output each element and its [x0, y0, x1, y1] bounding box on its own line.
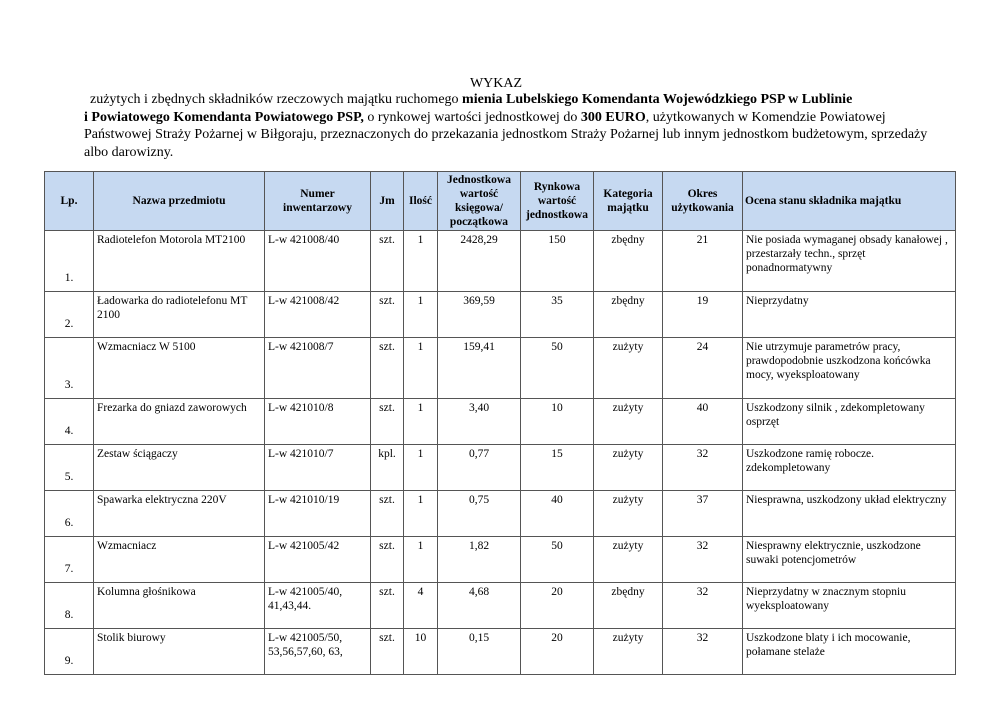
intro-text-2: o rynkowej wartości jednostkowej do: [363, 109, 581, 125]
table-row: [45, 231, 956, 292]
header-state-assessment: Ocena stanu składnika majątku: [743, 172, 956, 231]
cell-market-value: 20: [521, 629, 594, 675]
cell-inventory-number: L-w 421008/7: [265, 338, 371, 399]
cell-quantity: 1: [404, 399, 438, 445]
cell-category: zbędny: [594, 583, 663, 629]
cell-usage-period: 32: [663, 629, 743, 675]
cell-unit: szt.: [371, 583, 404, 629]
table-row: [45, 338, 956, 399]
cell-item-name: Radiotelefon Motorola MT2100: [94, 231, 265, 292]
cell-usage-period: 19: [663, 292, 743, 338]
header-lp: Lp.: [45, 172, 94, 231]
header-book-value: Jednostkowa wartość księgowa/ początkowa: [438, 172, 521, 231]
cell-usage-period: 21: [663, 231, 743, 292]
cell-unit: szt.: [371, 338, 404, 399]
cell-unit: szt.: [371, 292, 404, 338]
cell-unit: szt.: [371, 537, 404, 583]
cell-item-name: Frezarka do gniazd zaworowych: [94, 399, 265, 445]
cell-category: zużyty: [594, 399, 663, 445]
cell-market-value: 150: [521, 231, 594, 292]
cell-book-value: 159,41: [438, 338, 521, 399]
table-row: [45, 399, 956, 445]
cell-state-assessment: Niesprawna, uszkodzony układ elektryczny: [743, 491, 956, 537]
cell-book-value: 1,82: [438, 537, 521, 583]
cell-category: zużyty: [594, 629, 663, 675]
cell-inventory-number: L-w 421010/8: [265, 399, 371, 445]
cell-market-value: 10: [521, 399, 594, 445]
table-row: [45, 292, 956, 338]
intro-bold-1: mienia Lubelskiego Komendanta Wojewódzkiego PSP w Lublinie: [462, 92, 853, 107]
cell-book-value: 4,68: [438, 583, 521, 629]
cell-state-assessment: Nieprzydatny: [743, 292, 956, 338]
table-row: [45, 629, 956, 675]
header-category: Kategoria majątku: [594, 172, 663, 231]
header-usage-period: Okres użytkowania: [663, 172, 743, 231]
cell-inventory-number: L-w 421005/42: [265, 537, 371, 583]
cell-state-assessment: Nieprzydatny w znacznym stopniu wyeksploatowany: [743, 583, 956, 629]
table-row: [45, 445, 956, 491]
cell-book-value: 2428,29: [438, 231, 521, 292]
cell-quantity: 4: [404, 583, 438, 629]
cell-state-assessment: Uszkodzony silnik , zdekompletowany osprzęt: [743, 399, 956, 445]
cell-category: zużyty: [594, 338, 663, 399]
inventory-table: [44, 171, 956, 675]
cell-category: zbędny: [594, 231, 663, 292]
cell-quantity: 1: [404, 445, 438, 491]
header-quantity: Ilość: [404, 172, 438, 231]
cell-item-name: Zestaw ściągaczy: [94, 445, 265, 491]
cell-row-number: 4.: [45, 399, 94, 445]
cell-book-value: 0,77: [438, 445, 521, 491]
cell-inventory-number: L-w 421008/42: [265, 292, 371, 338]
cell-item-name: Wzmacniacz: [94, 537, 265, 583]
cell-market-value: 50: [521, 338, 594, 399]
intro-bold-2: i Powiatowego Komendanta Powiatowego PSP,: [84, 109, 364, 125]
cell-market-value: 15: [521, 445, 594, 491]
header-name: Nazwa przedmiotu: [94, 172, 265, 231]
cell-category: zużyty: [594, 491, 663, 537]
cell-state-assessment: Uszkodzone blaty i ich mocowanie, połamane stelaże: [743, 629, 956, 675]
cell-inventory-number: L-w 421010/7: [265, 445, 371, 491]
cell-item-name: Ładowarka do radiotelefonu MT 2100: [94, 292, 265, 338]
cell-row-number: 5.: [45, 445, 94, 491]
cell-quantity: 1: [404, 491, 438, 537]
cell-book-value: 369,59: [438, 292, 521, 338]
cell-item-name: Stolik biurowy: [94, 629, 265, 675]
intro-text-3: , użytkowanych w Komendzie Powiatowej Państwowej Straży Pożarnej w Biłgoraju, przeznaczonych do przekazania jednostkom Straży Pożarnej lub innym jednostkom budżetowym, sprzedaży albo darowizny.: [84, 109, 928, 160]
table-row: [45, 583, 956, 629]
cell-inventory-number: L-w 421010/19: [265, 491, 371, 537]
cell-market-value: 20: [521, 583, 594, 629]
cell-row-number: 7.: [45, 537, 94, 583]
cell-usage-period: 37: [663, 491, 743, 537]
cell-usage-period: 32: [663, 537, 743, 583]
cell-row-number: 1.: [45, 231, 94, 292]
intro-line-1: [84, 91, 954, 109]
cell-state-assessment: Nie posiada wymaganej obsady kanałowej , przestarzały techn., sprzęt ponadnormatywny: [743, 231, 956, 292]
cell-quantity: 1: [404, 338, 438, 399]
cell-book-value: 3,40: [438, 399, 521, 445]
cell-row-number: 9.: [45, 629, 94, 675]
cell-book-value: 0,75: [438, 491, 521, 537]
cell-inventory-number: L-w 421005/40, 41,43,44.: [265, 583, 371, 629]
cell-usage-period: 32: [663, 583, 743, 629]
cell-market-value: 35: [521, 292, 594, 338]
cell-quantity: 10: [404, 629, 438, 675]
cell-row-number: 6.: [45, 491, 94, 537]
intro-text-1: zużytych i zbędnych składników rzeczowych majątku ruchomego: [90, 92, 463, 107]
cell-usage-period: 32: [663, 445, 743, 491]
cell-inventory-number: L-w 421005/50, 53,56,57,60, 63,: [265, 629, 371, 675]
cell-item-name: Wzmacniacz W 5100: [94, 338, 265, 399]
cell-item-name: Kolumna głośnikowa: [94, 583, 265, 629]
header-inventory-number: Numer inwentarzowy: [265, 172, 371, 231]
cell-category: zbędny: [594, 292, 663, 338]
table-header-row: [45, 172, 956, 231]
cell-state-assessment: Niesprawny elektrycznie, uszkodzone suwaki potencjometrów: [743, 537, 956, 583]
cell-usage-period: 24: [663, 338, 743, 399]
cell-state-assessment: Nie utrzymuje parametrów pracy, prawdopodobnie uszkodzona końcówka mocy, wyeksploatowany: [743, 338, 956, 399]
header-market-value: Rynkowa wartość jednostkowa: [521, 172, 594, 231]
cell-category: zużyty: [594, 445, 663, 491]
cell-quantity: 1: [404, 231, 438, 292]
cell-quantity: 1: [404, 537, 438, 583]
cell-row-number: 8.: [45, 583, 94, 629]
cell-quantity: 1: [404, 292, 438, 338]
cell-market-value: 50: [521, 537, 594, 583]
cell-unit: szt.: [371, 629, 404, 675]
cell-unit: kpl.: [371, 445, 404, 491]
table-row: [45, 491, 956, 537]
cell-category: zużyty: [594, 537, 663, 583]
cell-item-name: Spawarka elektryczna 220V: [94, 491, 265, 537]
document-title: WYKAZ: [469, 76, 523, 91]
cell-row-number: 2.: [45, 292, 94, 338]
cell-row-number: 3.: [45, 338, 94, 399]
document-intro: [84, 91, 954, 161]
cell-usage-period: 40: [663, 399, 743, 445]
intro-line-2: [84, 109, 954, 162]
cell-market-value: 40: [521, 491, 594, 537]
cell-unit: szt.: [371, 399, 404, 445]
header-unit: Jm: [371, 172, 404, 231]
intro-bold-3: 300 EURO: [580, 109, 646, 125]
cell-state-assessment: Uszkodzone ramię robocze. zdekompletowany: [743, 445, 956, 491]
cell-inventory-number: L-w 421008/40: [265, 231, 371, 292]
cell-unit: szt.: [371, 491, 404, 537]
cell-book-value: 0,15: [438, 629, 521, 675]
cell-unit: szt.: [371, 231, 404, 292]
table-row: [45, 537, 956, 583]
